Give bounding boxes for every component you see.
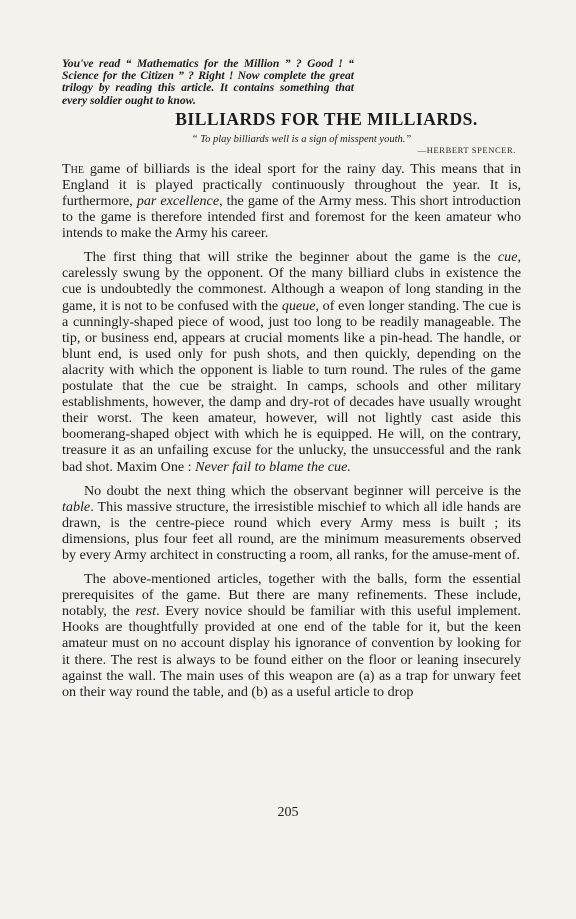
- page-number: 205: [277, 805, 299, 820]
- intro-blurb: You've read “ Mathematics for the Million ” ? Good ! “ Science for the Citizen ” ? Right ! Now complete the great trilogy by reading this article. It contains something that every soldier ought to know.: [62, 57, 354, 107]
- article-title: BILLIARDS FOR THE MILLIARDS.: [175, 108, 478, 129]
- paragraph-3: No doubt the next thing which the observant beginner will perceive is the table. This massive structure, the irresistible mischief to which all idle hands are drawn, is the centre-piece round which every Army mess is built ; its dimensions, plus four feet all round, are the minimum measurements observed by every Army architect in constructing a room, all ranks, for the amuse-ment of.: [62, 482, 521, 563]
- paragraph-1: The game of billiards is the ideal sport for the rainy day. This means that in England it is played practically continuously throughout the year. It is, furthermore, par excellence, the game of the Army mess. This short introduction to the game is therefore intended first and foremost for the keen amateur who intends to make the Army his career.: [62, 160, 521, 242]
- paragraph-4: The above-mentioned articles, together with the balls, form the essential prerequisites of the game. But there are many refinements. These include, notably, the rest. Every novice should be familiar with this useful implement. Hooks are thoughtfully provided at one end of the table for it, but the keen amateur must on no account display his ignorance of convention by looking for it there. The rest is always to be found either on the floor or leaning insecurely against the wall. The main uses of this weapon are (a) as a trap for unwary feet on their way round the table, and (b) as a useful article to drop: [62, 571, 521, 700]
- epigraph: “ To play billiards well is a sign of misspent youth.”: [191, 133, 412, 145]
- page: [62, 50, 521, 708]
- paragraph-2: The first thing that will strike the beginner about the game is the cue, carelessly swung by the opponent. Of the many billiard clubs in existence the cue is undoubtedly the commonest. Although a weapon of long standing in the game, it is not to be confused with the queue, of even longer standing. The cue is a cunningly-shaped piece of wood, just too long to be readily manageable. The tip, or business end, appears at crucial moments like a pin-head. The handle, or blunt end, is used only for push shots, and then quickly, depending on the alacrity with which the opponent is liable to turn round. The rules of the game postulate that the cue be straight. In camps, schools and other military establishments, however, the damp and dry-rot of decades have usually wrought their worst. The keen amateur, however, will not lightly cast aside this boomerang-shaped object with which he is equipped. He will, on the contrary, treasure it as an unfailing excuse for the unlucky, the unsuccessful and the rank bad shot. Maxim One : Never fail to blame the cue.: [62, 249, 521, 475]
- epigraph-attribution: —HERBERT SPENCER.: [417, 144, 516, 155]
- drop-lead: The: [62, 160, 84, 177]
